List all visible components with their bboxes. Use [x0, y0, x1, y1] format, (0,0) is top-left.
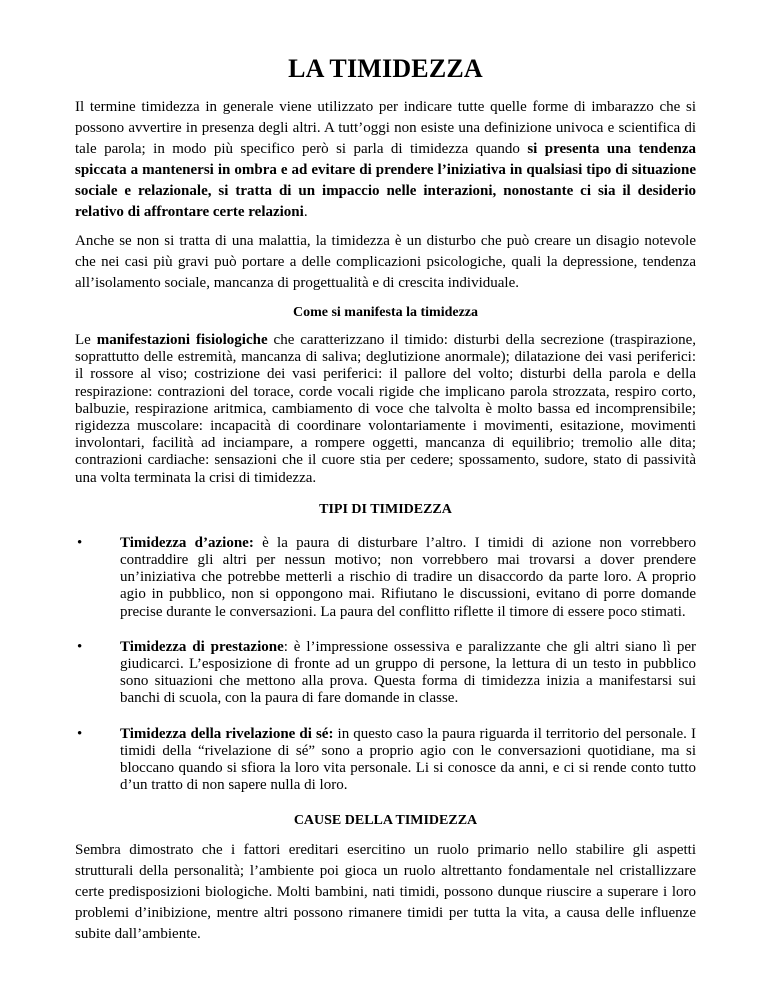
list-item — [75, 535, 696, 621]
intro-bold-text: si presenta una tendenza spiccata a mantenersi in ombra e ad evitare di prendere l’iniziativa in qualsiasi tipo di situazione sociale e relazionale, si tratta di un impaccio nelle interazioni, nonostante ci sia il desiderio relativo di affrontare certe relazioni — [75, 141, 697, 220]
list-item — [75, 726, 696, 795]
section-heading-types: TIPI DI TIMIDEZZA — [319, 501, 452, 517]
list-item-text: in questo caso la paura riguarda il territorio del personale. I timidi della “rivelazione di sé” sono a proprio agio con le conversazioni quotidiane, ma si bloccano quando si sfiora la loro vita personale. Li si conosce da anni, e ci si rende conto tutto d’un tratto di non sapere nulla di loro. — [120, 725, 696, 794]
list-item-text: è la paura di disturbare l’altro. I timidi di azione non vorrebbero contraddire gli altri per nessun motivo; non vorrebbero mai trovarsi a dover prendere un’iniziativa che potrebbe metterli a rischio di tradire un disaccordo da parte loro. A proprio agio in pubblico, non si oppongono mai. Rifiutano le discussioni, evitano di porre domande precise durante le conversazioni. La paura del conflitto riflette il timore di essere poco stimati. — [120, 534, 696, 620]
manifestations-lead: Le — [75, 332, 97, 348]
bullet-icon: • — [77, 638, 83, 655]
list-item-term: Timidezza d’azione: — [120, 534, 254, 551]
list-item — [75, 639, 696, 708]
intro-text: Il termine timidezza in generale viene utilizzato per indicare tutte quelle forme di imbarazzo che si possono avvertire in presenza degli altri. A tutt’oggi non esiste una definizione univoca e scientifica di tale parola; in modo più specifico però si parla di timidezza quando — [75, 99, 696, 157]
bullet-icon: • — [77, 534, 83, 551]
causes-paragraph: Sembra dimostrato che i fattori ereditari esercitino un ruolo primario nello stabilire gli aspetti strutturali della personalità; l’ambiente poi gioca un ruolo altrettanto fondamentale nel cristallizzare certe predisposizioni biologiche. Molti bambini, nati timidi, possono dunque riuscire a superare i loro problemi d’inibizione, mentre altri possono rimanere timidi per tutta la vita, a causa delle influenze subite dall’ambiente. — [75, 842, 696, 943]
manifestations-text: che caratterizzano il timido: disturbi della secrezione (traspirazione, soprattutto delle estremità, mancanza di saliva; deglutizione anormale); dilatazione dei vasi periferici: il rossore al viso; costrizione dei vasi periferici: il pallore del volto; disturbi della parola e della respirazione: contrazioni del torace, corde vocali rigide che implicano parola strozzata, respiro corto, balbuzie, respirazione aritmica, cambiamento di voce che talvolta è molto bassa ed incomprensibile; rigidezza muscolare: incapacità di coordinare volontariamente i movimenti, esitazione, movimenti involontari, facilità ad inciampare, a rompere oggetti, mancanza di equilibrio; tremolio alle dita; contrazioni cardiache: sensazioni che il cuore stia per cedere; spossamento, sudore, stato di passività una volta terminata la crisi di timidezza. — [75, 332, 696, 486]
section-heading-causes: CAUSE DELLA TIMIDEZZA — [293, 813, 478, 829]
list-item-term: Timidezza di prestazione — [120, 638, 284, 655]
second-paragraph: Anche se non si tratta di una malattia, la timidezza è un disturbo che può creare un disagio notevole che nei casi più gravi può portare a delle complicazioni psicologiche, quali la depressione, tendenza all’isolamento sociale, mancanza di progettualità e di crescita individuale. — [75, 233, 696, 291]
intro-paragraph — [75, 97, 696, 223]
bullet-icon: • — [77, 725, 83, 742]
manifestations-bold: manifestazioni fisiologiche — [96, 332, 268, 348]
list-item-term: Timidezza della rivelazione di sé: — [120, 725, 334, 742]
intro-end: . — [303, 204, 308, 220]
section-heading-manifestations: Come si manifesta la timidezza — [292, 305, 479, 320]
list-item-text: : è l’impressione ossessiva e paralizzante che gli altri siano lì per giudicarci. L’esposizione di fronte ad un gruppo di persone, la lettura di un testo in pubblico sono situazioni che mettono alla prova. Questa forma di timidezza inizia a manifestarsi sui banchi di scuola, con la paura di fare domande in classe. — [120, 638, 696, 707]
manifestations-paragraph — [75, 332, 696, 487]
document-title: LA TIMIDEZZA — [288, 54, 483, 83]
types-list — [75, 535, 696, 795]
